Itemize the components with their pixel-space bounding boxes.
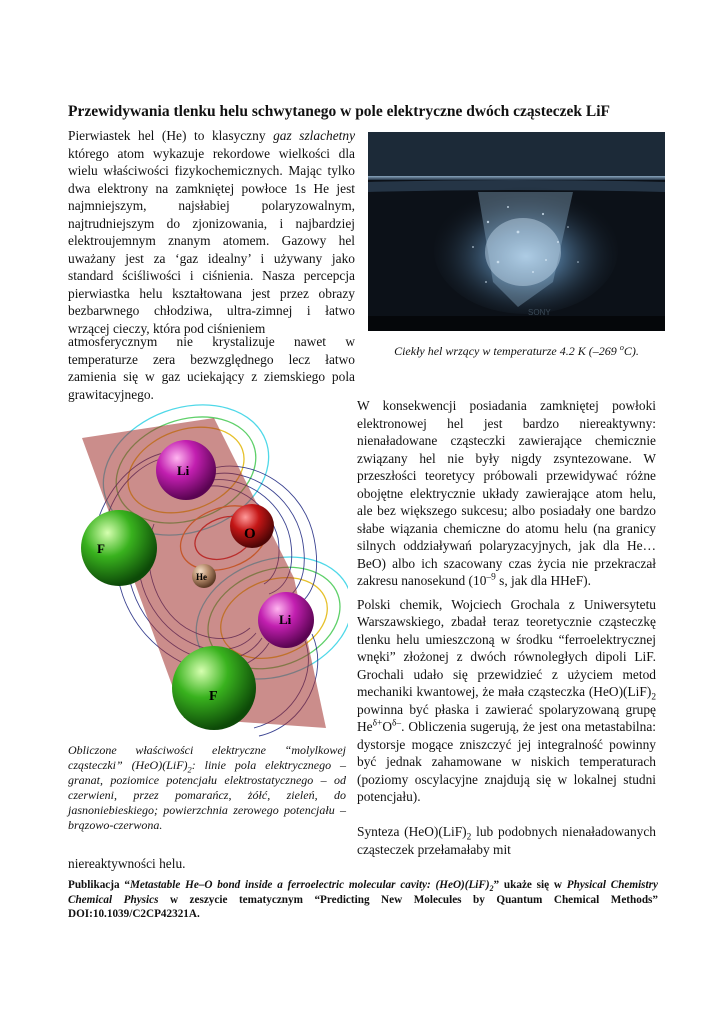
pub-text-1: Publikacja “	[68, 879, 130, 891]
photo-caption-degree: o	[619, 343, 624, 352]
photo-caption-text-1: Ciekły hel wrzący w temperaturze 4.2 K (–269	[394, 344, 620, 358]
intro-text-2: którego atom wykazuje rekordowe wielkości dla wielu właściwości fizykochemicznych. Mając tylko dwa elektrony na zamkniętej powłoce 1s He jest najmniejszym, najsłabiej polaryzowalnym, najtrudniejszym do zjonizowania, i najbardziej elektroujemnym znanym atomem. Gazowy hel uważany jest za ‘gaz idealny’ i używany jako standard ściśliwości i ciśnienia. Nasza percepcja pierwiastka helu kształtowana jest przez obrazy bezbarwnego chłodziwa, ultra-zimnej i łatwo wrzącej cieczy, która pod ciśnieniem	[68, 145, 355, 336]
paragraph-grochala	[357, 596, 656, 806]
label-he: He	[196, 572, 207, 582]
reactivity-text-1: W konsekwencji posiadania zamkniętej powłoki elektronowej hel jest bardzo niereaktywny: nienaładowane cząsteczki zawierające chemicznie związany hel nie były nigdy zsyntezowane. W przeszłości teoretycy próbowali przewidywać różne obojętne elektrycznie układy zawierające atom helu, ale bez większego sukcesu; albo posiadały one bardzo słabe wiązania chemiczne do atomu helu (na granicy silnych oddziaływań polaryzacyjnych, jak dla He…BeO) albo ich szacowany czas życia nie przekraczał zakresu nanosekund (10	[357, 398, 656, 588]
publication-note	[68, 878, 658, 922]
molecule-figure	[64, 398, 348, 742]
grochala-text-1: Polski chemik, Wojciech Grochala z Uniwersytetu Warszawskiego, zbadał teraz teoretycznie cząsteczkę tlenku helu umieszczoną w środku “ferroelektrycznej wnęki” złożonej z dwóch równoległych dipoli LiF. Grochali udało się przewidzieć z użyciem metod mechaniki kwantowej, że mała cząsteczka (HeO)(LiF)	[357, 596, 656, 699]
f-atom-bottom	[172, 646, 256, 730]
intro-gas-italic: gaz szlachetny	[273, 128, 356, 143]
helium-photo-graphic	[368, 132, 665, 331]
f-atom-left	[81, 510, 157, 586]
paragraph-reactivity	[357, 397, 656, 590]
article-title: Przewidywania tlenku helu schwytanego w pole elektryczne dwóch cząsteczek LiF	[68, 103, 611, 120]
intro-continued-text: atmosferycznym nie krystalizuje nawet w temperaturze zera bezwzględnego lecz łatwo zamienia się w gaz uciekający z ziemskiego pola grawitacyjnego.	[68, 334, 355, 402]
paragraph-tail: niereaktywności helu.	[68, 856, 186, 871]
figure-caption	[68, 743, 346, 833]
molecule-field-diagram	[64, 398, 348, 742]
reactivity-text-2: s, jak dla HHeF).	[495, 573, 591, 588]
synthesis-text-2: lub podobnych nienaładowanych cząsteczek przełamałaby mit	[357, 824, 656, 857]
paragraph-synthesis	[357, 823, 656, 858]
pub-title	[129, 879, 494, 894]
synthesis-sub: 2	[466, 832, 472, 843]
reactivity-exponent: –9	[486, 572, 496, 583]
fig-caption-sub: 2	[187, 765, 192, 775]
label-f-left: F	[97, 541, 105, 556]
photo-caption	[368, 344, 665, 359]
intro-continued	[68, 333, 355, 403]
pub-text-2: ” ukaże się w	[493, 879, 567, 891]
photo-caption-text-2: C).	[623, 344, 639, 358]
grochala-text-3: O	[382, 719, 393, 734]
pub-title-text: Metastable He–O bond inside a ferroelectric molecular cavity: (HeO)(LiF)	[129, 879, 490, 891]
grochala-sup-plus: δ+	[372, 718, 383, 729]
label-o: O	[244, 526, 256, 542]
intro-text-1: Pierwiastek hel (He) to klasyczny	[68, 128, 274, 143]
pub-journal: Physical Chemistry Chemical Physics	[68, 879, 658, 906]
fig-caption-text-1: Obliczone właściwości elektryczne “molylkowej cząsteczki” (HeO)(LiF)	[68, 743, 346, 772]
label-f-bottom: F	[209, 689, 218, 704]
grochala-text-2: powinna być płaska i zawierać spolaryzowaną grupę He	[357, 701, 656, 734]
synthesis-text-1: Synteza (HeO)(LiF)	[357, 824, 467, 839]
right-column	[357, 397, 656, 812]
fig-caption-text-2: : linie pola elektrycznego – granat, poziomice potencjału elektrostatycznego – od czerwieni, przez pomarańcz, żółć, zieleń, do jasnoniebieskiego; powierzchnia zerowego potencjału – brązowo-czerwona.	[68, 758, 346, 832]
liquid-helium-photo	[368, 132, 665, 331]
label-li-bottom: Li	[279, 612, 292, 627]
label-li-top: Li	[177, 463, 190, 478]
grochala-text-4: . Obliczenia sugerują, że jest ona metastabilna: dystorsje mogące zniszczyć jej integralność powinny być jednak zahamowane w niskich temperaturach (poziomy oscylacyjne znajdują się w lokalnej studni potencjału).	[357, 719, 656, 804]
pub-text-3: w zeszycie tematycznym “Predicting New Molecules by Quantum Chemical Methods” DOI:10.1039/C2CP42321A.	[68, 893, 658, 920]
intro-paragraph	[68, 127, 355, 337]
pub-title-sub: 2	[489, 884, 494, 894]
grochala-sub: 2	[651, 692, 656, 703]
photo-watermark: SONY	[528, 308, 551, 317]
grochala-sup-minus: δ–	[392, 718, 402, 729]
